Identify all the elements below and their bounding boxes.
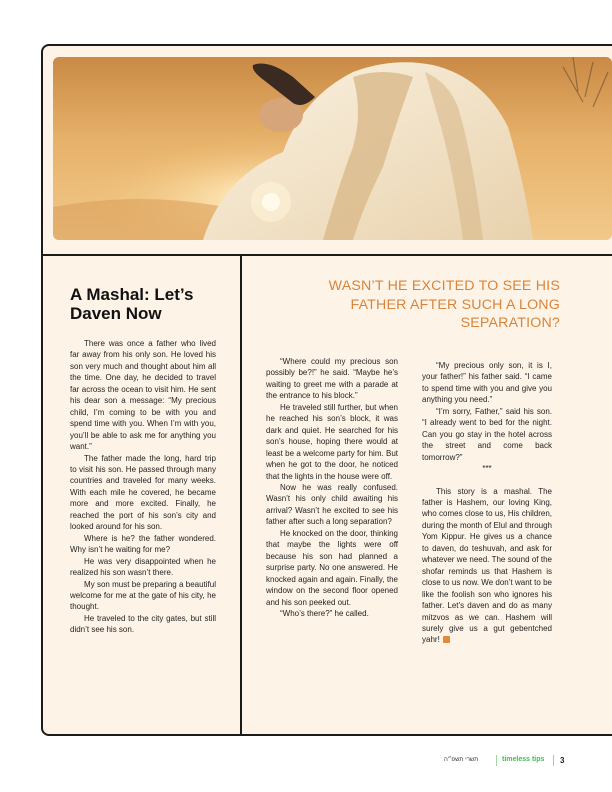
paragraph: “Who’s there?” he called. bbox=[280, 608, 369, 618]
horizontal-divider bbox=[41, 254, 612, 256]
paragraph: He traveled to the city gates, but still didn’t see his son. bbox=[70, 613, 216, 635]
paragraph: “Where could my precious son possibly be?!” he said. “Maybe he’s waiting to greet me with a parade at the entrance to his block.” bbox=[266, 357, 398, 401]
paragraph bbox=[422, 486, 552, 646]
footer-brand: timeless tips bbox=[502, 756, 545, 763]
paragraph: My son must be preparing a beautiful welcome for me at the gate of his city, he thought. bbox=[70, 579, 216, 612]
footer-separator bbox=[496, 755, 497, 766]
paragraph: “My precious only son, it is I, your father!” his father said. “I came to spend time with you and give you anything you need.” bbox=[422, 361, 552, 405]
page-number: 3 bbox=[560, 756, 565, 765]
pull-quote: WASN’T HE EXCITED TO SEE HIS FATHER AFTER SUCH A LONG SEPARATION? bbox=[328, 278, 560, 331]
article-column-2 bbox=[266, 356, 398, 619]
paragraph: There was once a father who lived far away from his only son. He loved his son very much and thought about him all the time. One day, he decided to travel far across the ocean to visit him. He sent his dear son a message: “My precious child, I’m coming to be with you and spend time with you. When I’m with you, you’ll be able to ask me for anything you want.” bbox=[70, 339, 216, 452]
paragraph: The father made the long, hard trip to visit his son. He passed through many countries and traveled for many weeks. With each mile he covered, he became more and more excited. Finally, he reached the port of his son’s city and looked around for his son. bbox=[70, 453, 216, 532]
paragraph: He knocked on the door, thinking that maybe the lights were off because his son had planned a surprise party. No one answered. He knocked again and again. Finally, the window on the second floor opened and his son peeked out. bbox=[266, 528, 398, 607]
article-column-3 bbox=[422, 360, 552, 646]
vertical-divider bbox=[240, 254, 242, 736]
article-title: A Mashal: Let’s Daven Now bbox=[70, 285, 194, 323]
article-column-1 bbox=[70, 338, 216, 636]
hero-image-shofar-blower bbox=[53, 57, 612, 240]
footer-hebrew-date: תשרי תשפ״ה bbox=[444, 757, 479, 763]
section-separator: *** bbox=[482, 464, 492, 474]
paragraph: Where is he? the father wondered. Why isn’t he waiting for me? bbox=[70, 533, 216, 555]
paragraph: Now he was really confused. Wasn’t his only child awaiting his arrival? Wasn’t he excited to see his father after such a long separation? bbox=[266, 482, 398, 527]
closing-paragraph-text: This story is a mashal. The father is Hashem, our loving King, who comes close to us, His children, during the month of Elul and through Yom Kippur. He gives us a chance to daven, do teshuvah, and ask for whatever we need. The sound of the shofar reminds us that Hashem is close to us now. We don’t want to be like the foolish son who ignores his father. Let’s daven and do as many mitzvos as we can. Hashem will surely give us a gut gebentched yahr! bbox=[422, 486, 552, 645]
paragraph: He was very disappointed when he realized his son wasn’t there. bbox=[70, 556, 216, 578]
paragraph: He traveled still further, but when he reached his son’s block, it was dark and quiet. He searched for his son’s house, hoping there would at least be a welcome party for him. But when he got to the door, he noticed that the lights in the house were off. bbox=[266, 402, 398, 481]
footer-separator bbox=[553, 755, 554, 766]
orange-square-icon bbox=[443, 636, 450, 643]
paragraph: “I’m sorry, Father,” said his son. “I already went to bed for the night. Can you go stay in the hotel across the street and come back tomorrow?” bbox=[422, 406, 552, 462]
